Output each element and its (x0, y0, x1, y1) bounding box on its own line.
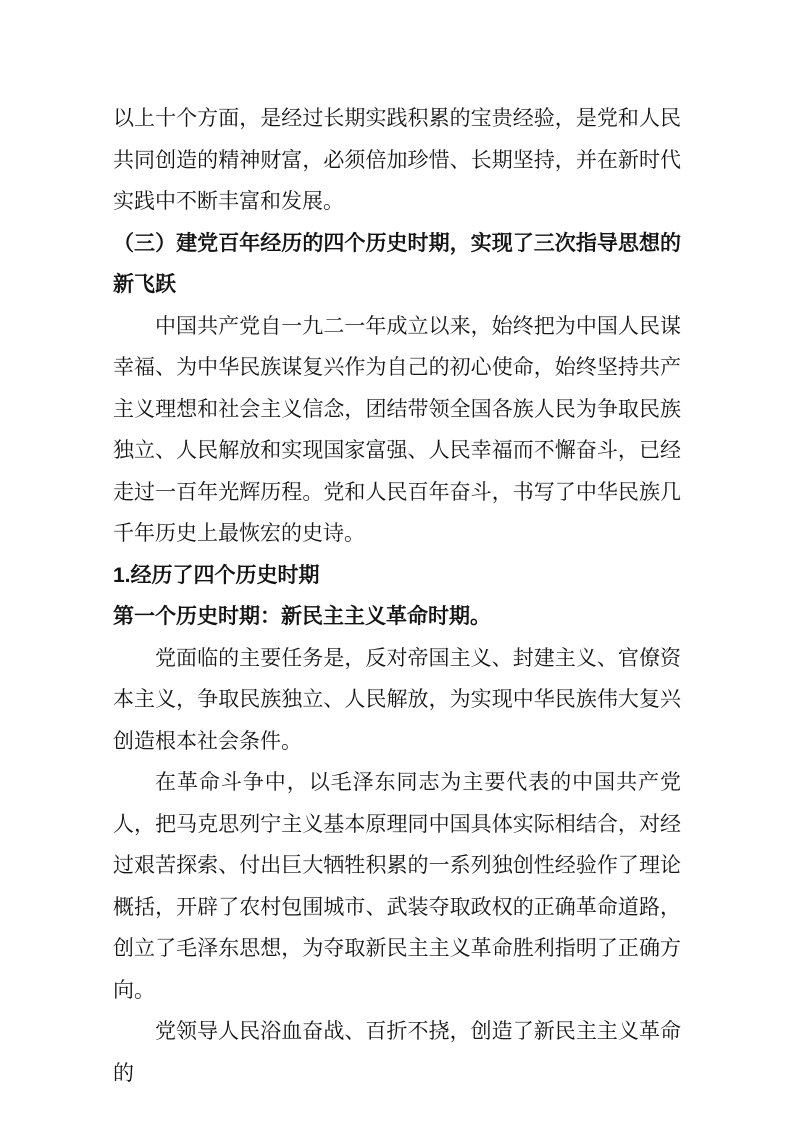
document-content (113, 98, 681, 1094)
heading-four-historical-periods: 1.经历了四个历史时期 (113, 563, 320, 587)
paragraph-ten-aspects-conclusion: 以上十个方面，是经过长期实践积累的宝贵经验，是党和人民共同创造的精神财富，必须倍加珍惜、长期坚持，并在新时代实践中不断丰富和发展。 (113, 106, 681, 213)
heading-section-three: （三）建党百年经历的四个历史时期，实现了三次指导思想的新飞跃 (113, 231, 681, 296)
paragraph-revolutionary-struggle: 在革命斗争中，以毛泽东同志为主要代表的中国共产党人，把马克思列宁主义基本原理同中国具体实际相结合，对经过艰苦探索、付出巨大牺牲积累的一系列独创性经验作了理论概括，开辟了农村包围城市、武装夺取政权的正确革命道路，创立了毛泽东思想，为夺取新民主主义革命胜利指明了正确方向。 (113, 770, 681, 1002)
paragraph-bloody-battles: 党领导人民浴血奋战、百折不挠，创造了新民主主义革命的 (113, 1019, 681, 1085)
heading-first-historical-period: 第一个历史时期：新民主主义革命时期。 (113, 605, 491, 628)
paragraph-party-centenary: 中国共产党自一九二一年成立以来，始终把为中国人民谋幸福、为中华民族谋复兴作为自己的初心使命，始终坚持共产主义理想和社会主义信念，团结带领全国各族人民为争取民族独立、人民解放和实现国家富强、人民幸福而不懈奋斗，已经走过一百年光辉历程。党和人民百年奋斗，书写了中华民族几千年历史上最恢宏的史诗。 (113, 313, 681, 545)
paragraph-main-tasks: 党面临的主要任务是，反对帝国主义、封建主义、官僚资本主义，争取民族独立、人民解放，为实现中华民族伟大复兴创造根本社会条件。 (113, 645, 681, 753)
